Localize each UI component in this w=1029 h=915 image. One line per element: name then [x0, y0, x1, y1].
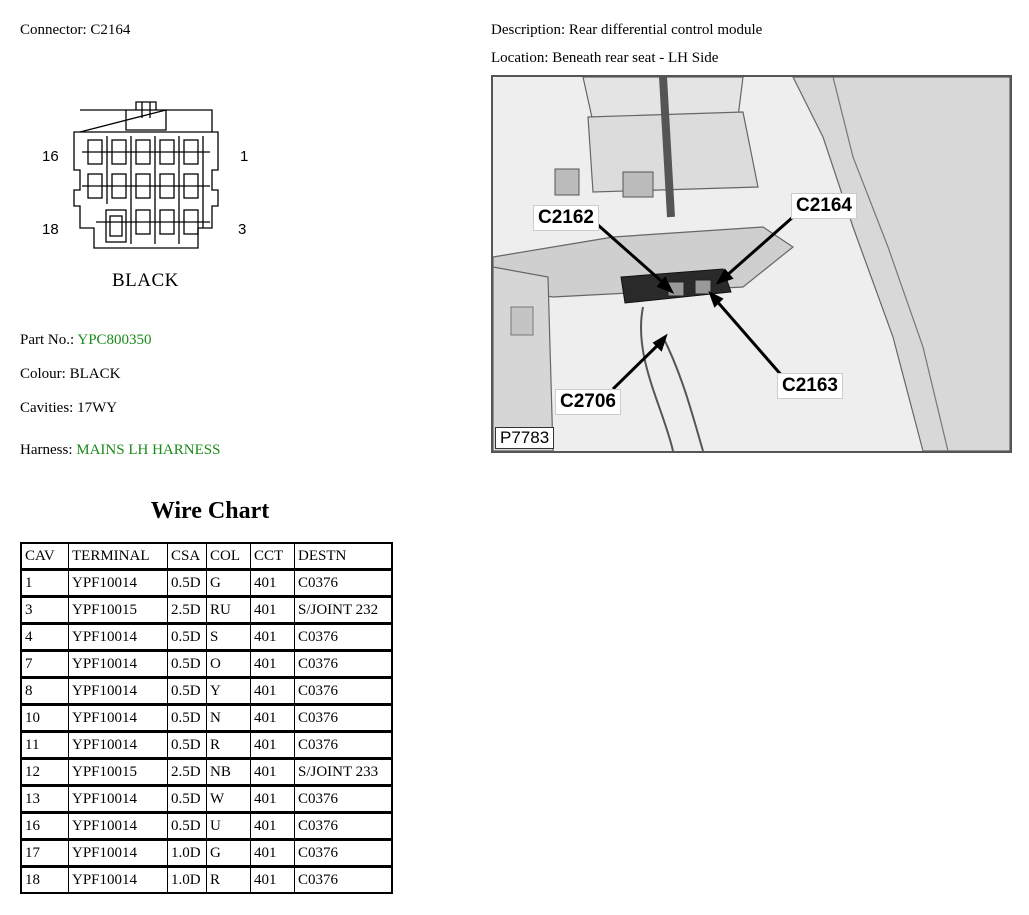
table-row [22, 625, 391, 652]
pin-label-1: 1 [240, 148, 249, 165]
callout-c2706: C2706 [555, 389, 621, 415]
cell-csa: 0.5D [168, 706, 207, 733]
cell-csa: 2.5D [168, 598, 207, 625]
cell-col: NB [207, 760, 251, 787]
header-col: COL [207, 544, 251, 571]
cavities-value: 17WY [77, 400, 118, 416]
header-terminal: TERMINAL [69, 544, 168, 571]
cell-cav: 1 [22, 571, 69, 598]
wire-chart-table [20, 542, 393, 894]
cell-cct: 401 [251, 652, 295, 679]
cell-cct: 401 [251, 706, 295, 733]
part-no-link[interactable]: YPC800350 [77, 332, 152, 348]
description-value: Rear differential control module [568, 22, 763, 38]
colour-label: Colour: [20, 366, 66, 382]
cell-cct: 401 [251, 814, 295, 841]
callout-c2163: C2163 [777, 373, 843, 399]
cell-cct: 401 [251, 625, 295, 652]
cell-destn: S/JOINT 233 [295, 760, 391, 787]
callout-c2162: C2162 [533, 205, 599, 231]
connector-label: Connector: [20, 22, 87, 38]
cell-terminal: YPF10014 [69, 679, 168, 706]
table-row [22, 571, 391, 598]
harness-label: Harness: [20, 442, 73, 458]
cell-col: O [207, 652, 251, 679]
cell-csa: 0.5D [168, 652, 207, 679]
cell-csa: 0.5D [168, 733, 207, 760]
connector-diagram [38, 98, 268, 298]
connector-field [20, 21, 130, 39]
cell-csa: 1.0D [168, 841, 207, 868]
cell-destn: C0376 [295, 814, 391, 841]
cell-terminal: YPF10015 [69, 760, 168, 787]
location-label: Location: [491, 50, 549, 66]
cavities-label: Cavities: [20, 400, 74, 416]
location-photo [491, 75, 1012, 453]
cell-csa: 0.5D [168, 571, 207, 598]
cell-destn: C0376 [295, 706, 391, 733]
cell-col: G [207, 841, 251, 868]
cell-cav: 16 [22, 814, 69, 841]
table-row [22, 760, 391, 787]
cell-destn: C0376 [295, 787, 391, 814]
pin-label-18: 18 [42, 221, 59, 238]
cell-destn: C0376 [295, 841, 391, 868]
cell-cct: 401 [251, 760, 295, 787]
cavities-field [20, 399, 117, 417]
header-cct: CCT [251, 544, 295, 571]
cell-col: S [207, 625, 251, 652]
harness-link[interactable]: MAINS LH HARNESS [76, 442, 221, 458]
cell-csa: 0.5D [168, 814, 207, 841]
cell-terminal: YPF10014 [69, 868, 168, 892]
harness-field [20, 441, 220, 459]
cell-cct: 401 [251, 571, 295, 598]
cell-col: W [207, 787, 251, 814]
cell-cav: 11 [22, 733, 69, 760]
table-row [22, 733, 391, 760]
cell-terminal: YPF10014 [69, 571, 168, 598]
connector-colour-label: BLACK [112, 270, 179, 291]
callout-c2164: C2164 [791, 193, 857, 219]
pin-label-3: 3 [238, 221, 247, 238]
colour-value: BLACK [69, 366, 121, 382]
cell-col: N [207, 706, 251, 733]
cell-destn: S/JOINT 232 [295, 598, 391, 625]
cell-col: R [207, 733, 251, 760]
cell-terminal: YPF10014 [69, 706, 168, 733]
colour-field [20, 365, 120, 383]
cell-csa: 0.5D [168, 625, 207, 652]
photo-id-label: P7783 [495, 427, 554, 449]
part-no-field [20, 331, 152, 349]
cell-cct: 401 [251, 598, 295, 625]
cell-cav: 7 [22, 652, 69, 679]
cell-terminal: YPF10014 [69, 625, 168, 652]
cell-terminal: YPF10015 [69, 598, 168, 625]
table-row [22, 841, 391, 868]
cell-col: RU [207, 598, 251, 625]
header-cav: CAV [22, 544, 69, 571]
location-value: Beneath rear seat - LH Side [552, 50, 719, 66]
header-destn: DESTN [295, 544, 391, 571]
wire-chart-header-row [22, 544, 391, 571]
cell-cct: 401 [251, 868, 295, 892]
cell-col: U [207, 814, 251, 841]
part-no-label: Part No.: [20, 332, 75, 348]
description-field [491, 21, 762, 39]
connector-face-icon [38, 98, 268, 298]
cell-terminal: YPF10014 [69, 652, 168, 679]
table-row [22, 652, 391, 679]
wire-chart-body [22, 571, 391, 892]
cell-destn: C0376 [295, 733, 391, 760]
cell-terminal: YPF10014 [69, 814, 168, 841]
cell-destn: C0376 [295, 652, 391, 679]
table-row [22, 868, 391, 892]
cell-cav: 8 [22, 679, 69, 706]
cell-col: R [207, 868, 251, 892]
cell-cct: 401 [251, 679, 295, 706]
cell-cav: 10 [22, 706, 69, 733]
connector-value: C2164 [90, 22, 131, 38]
location-field [491, 49, 718, 67]
cell-terminal: YPF10014 [69, 787, 168, 814]
cell-destn: C0376 [295, 571, 391, 598]
cell-csa: 0.5D [168, 679, 207, 706]
table-row [22, 814, 391, 841]
cell-col: Y [207, 679, 251, 706]
table-row [22, 787, 391, 814]
table-row [22, 598, 391, 625]
cell-csa: 0.5D [168, 787, 207, 814]
cell-cct: 401 [251, 841, 295, 868]
cell-cav: 13 [22, 787, 69, 814]
description-label: Description: [491, 22, 566, 38]
cell-csa: 2.5D [168, 760, 207, 787]
header-csa: CSA [168, 544, 207, 571]
cell-cav: 12 [22, 760, 69, 787]
cell-terminal: YPF10014 [69, 733, 168, 760]
cell-destn: C0376 [298, 871, 339, 888]
cell-destn: C0376 [295, 679, 391, 706]
cell-cav: 4 [22, 625, 69, 652]
cell-cav: 17 [22, 841, 69, 868]
wire-chart-title: Wire Chart [150, 498, 270, 524]
cell-cav: 3 [22, 598, 69, 625]
table-row [22, 679, 391, 706]
cell-csa: 1.0D [168, 868, 207, 892]
cell-terminal: YPF10014 [69, 841, 168, 868]
cell-col: G [207, 571, 251, 598]
pin-label-16: 16 [42, 148, 59, 165]
cell-destn: C0376 [295, 625, 391, 652]
table-row [22, 706, 391, 733]
cell-cct: 401 [251, 787, 295, 814]
cell-cct: 401 [251, 733, 295, 760]
cell-cav: 18 [22, 868, 69, 892]
